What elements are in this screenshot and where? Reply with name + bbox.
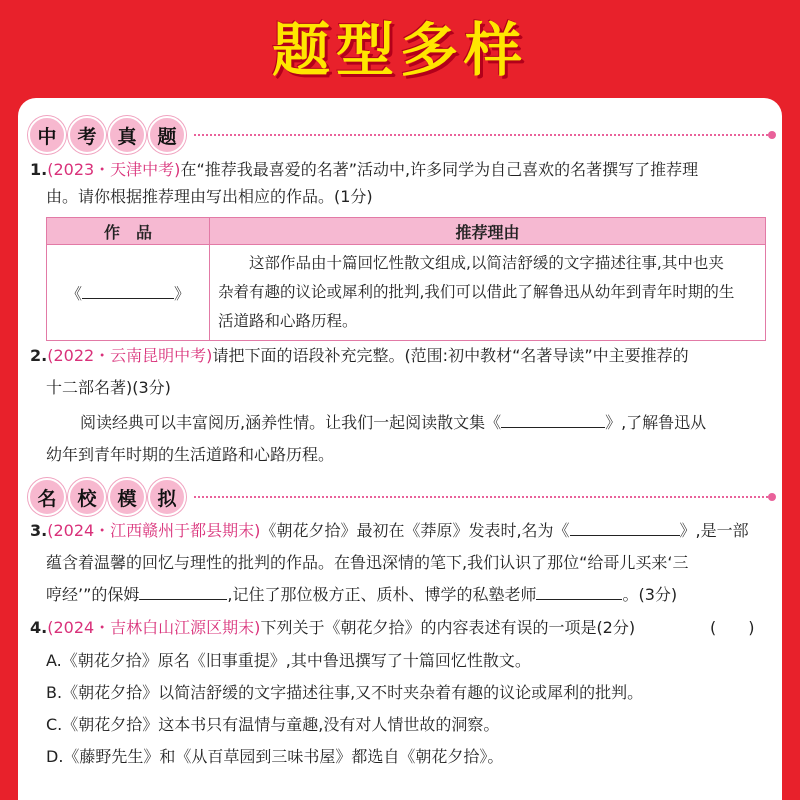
q3-text: 。(3分)	[622, 585, 678, 604]
content-card	[18, 98, 782, 800]
q3-line3	[46, 585, 677, 605]
banner	[0, 0, 800, 90]
q3-text: ,记住了那位极方正、质朴、博学的私塾老师	[227, 585, 537, 604]
section-char: 中	[28, 116, 66, 154]
q1-number: 1.	[30, 160, 48, 179]
q1-line2: 由。请你根据推荐理由写出相应的作品。(1分)	[46, 187, 373, 206]
q4-option-d[interactable]: D.《藤野先生》和《从百草园到三味书屋》都选自《朝花夕拾》。	[46, 747, 504, 766]
section-char: 名	[28, 478, 66, 516]
bracket-open: 《	[66, 284, 82, 303]
q4-option-c[interactable]: C.《朝花夕拾》这本书只有温情与童趣,没有对人情世故的洞察。	[46, 715, 500, 734]
q1-text: 在“推荐我最喜爱的名著”活动中,许多同学为自己喜欢的名著撰写了推荐理	[180, 160, 699, 179]
reason-line: 这部作品由十篇回忆性散文组成,以简洁舒缓的文字描述往事,其中也夹	[218, 254, 724, 272]
q2-text: 请把下面的语段补充完整。(范围:初中教材“名著导读”中主要推荐的	[212, 346, 689, 365]
q3-line2: 蕴含着温馨的回忆与理性的批判的作品。在鲁迅深情的笔下,我们认识了那位“给哥儿买来‘三	[46, 553, 689, 572]
q4-source: (2024・吉林白山江源区期末)	[47, 618, 261, 637]
q2-source: (2022・云南昆明中考)	[47, 346, 213, 365]
q2-text: 》,了解鲁迅从	[605, 413, 707, 432]
q4-stem	[30, 618, 635, 638]
q4-text: 下列关于《朝花夕拾》的内容表述有误的一项是(2分)	[260, 618, 636, 637]
reason-cell	[210, 245, 766, 341]
q1-source: (2023・天津中考)	[47, 160, 181, 179]
bracket-close: 》	[174, 284, 190, 303]
q4-option-b[interactable]: B.《朝花夕拾》以简洁舒缓的文字描述往事,又不时夹杂着有趣的议论或犀利的批判。	[46, 683, 644, 702]
section-divider	[194, 496, 772, 498]
q2-line2: 十二部名著)(3分)	[46, 378, 171, 397]
q4-option-a[interactable]: A.《朝花夕拾》原名《旧事重提》,其中鲁迅撰写了十篇回忆性散文。	[46, 651, 531, 670]
section-char: 模	[108, 478, 146, 516]
q3-line1	[30, 521, 749, 541]
q2-number: 2.	[30, 346, 48, 365]
q2-line3	[80, 413, 706, 433]
q3-text: 》,是一部	[679, 521, 749, 540]
section-header-mock	[28, 478, 772, 516]
section-char: 考	[68, 116, 106, 154]
q3-answer-blank-1[interactable]	[570, 521, 680, 536]
section-char: 校	[68, 478, 106, 516]
q3-text: 哼经’”的保姆	[46, 585, 140, 604]
divider-dot-icon	[768, 131, 776, 139]
q3-text: 《朝花夕拾》最初在《莽原》发表时,名为《	[260, 521, 570, 540]
q3-number: 3.	[30, 521, 48, 540]
q2-line1	[30, 346, 689, 366]
q2-answer-blank[interactable]	[501, 413, 605, 428]
table-header-reason: 推荐理由	[210, 218, 766, 245]
divider-dot-icon	[768, 493, 776, 501]
section-char: 题	[148, 116, 186, 154]
table-header-work: 作 品	[47, 218, 210, 245]
q4-number: 4.	[30, 618, 48, 637]
q3-answer-blank-3[interactable]	[536, 585, 622, 600]
q1-line1	[30, 160, 698, 180]
section-char: 拟	[148, 478, 186, 516]
reason-line: 杂着有趣的议论或犀利的批判,我们可以借此了解鲁迅从幼年到青年时期的生	[218, 283, 735, 301]
reason-line: 活道路和心路历程。	[218, 312, 358, 330]
q3-answer-blank-2[interactable]	[139, 585, 227, 600]
q2-line4: 幼年到青年时期的生活道路和心路历程。	[46, 445, 335, 464]
q4-answer-paren[interactable]: ( )	[710, 618, 755, 637]
work-answer-cell	[47, 245, 210, 341]
recommendation-table	[46, 217, 766, 341]
work-answer-blank[interactable]	[82, 284, 174, 299]
section-divider	[194, 134, 772, 136]
q2-text: 阅读经典可以丰富阅历,涵养性情。让我们一起阅读散文集《	[80, 413, 502, 432]
q3-source: (2024・江西赣州于都县期末)	[47, 521, 261, 540]
section-header-exam	[28, 116, 772, 154]
banner-title: 题型多样	[271, 16, 528, 84]
section-char: 真	[108, 116, 146, 154]
